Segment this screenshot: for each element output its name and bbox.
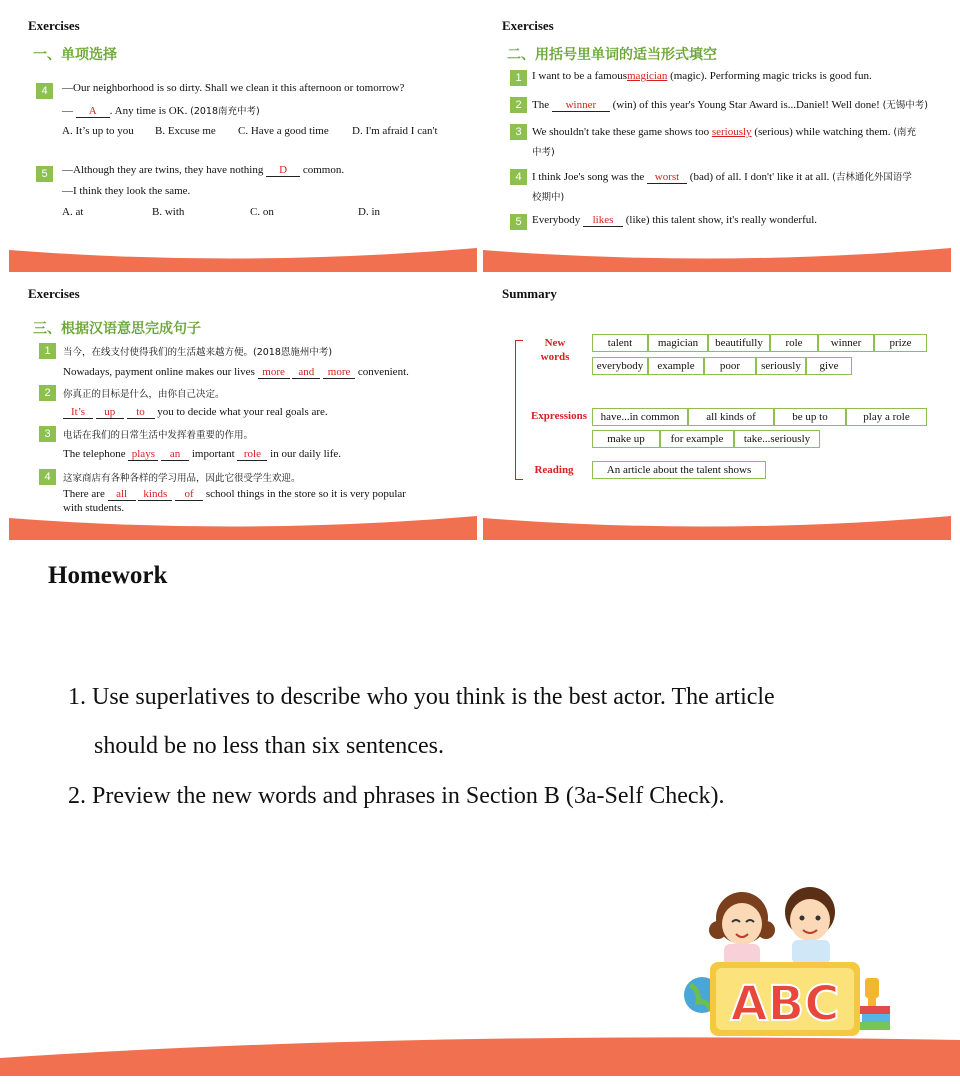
word-box: seriously <box>756 357 806 375</box>
source-note-cont: 中考) <box>532 147 555 158</box>
question-text: —Although they are twins, they have nothing D common. <box>62 164 345 176</box>
wave-decoration <box>9 510 477 540</box>
boy-face <box>790 899 830 941</box>
slide-exercises-translation <box>9 276 477 540</box>
item-number: 2 <box>39 385 56 401</box>
answer-text: and <box>298 366 315 378</box>
option-d: D. in <box>358 206 380 218</box>
question-number: 5 <box>36 166 53 182</box>
answer-text: role <box>243 448 261 460</box>
source-note: (无锡中考) <box>882 100 928 111</box>
homework-item-1-cont: should be no less than six sentences. <box>94 733 444 759</box>
expression-box: have...in common <box>592 408 688 426</box>
word-box: magician <box>648 334 708 352</box>
english-sentence: The telephone plays an important role in our daily life. <box>63 448 342 460</box>
answer-text: more <box>262 366 285 378</box>
bottom-wave-decoration <box>0 1020 960 1084</box>
answer-text: up <box>104 406 116 418</box>
wave-decoration <box>483 510 951 540</box>
expression-box: be up to <box>774 408 846 426</box>
homework-title: Homework <box>48 562 168 589</box>
word-box: role <box>770 334 818 352</box>
option-d: D. I'm afraid I can't <box>352 125 438 137</box>
answer-text: plays <box>131 448 155 460</box>
homework-item-2: 2. Preview the new words and phrases in Section B (3a-Self Check). <box>68 783 725 809</box>
reading-box: An article about the talent shows <box>592 461 766 479</box>
slide-summary <box>483 276 951 540</box>
expression-box: for example <box>660 430 734 448</box>
option-a: A. It’s up to you <box>62 125 134 137</box>
word-box: poor <box>704 357 756 375</box>
answer-text: an <box>169 448 181 460</box>
answer-text: seriously <box>711 126 752 138</box>
expression-box: all kinds of <box>688 408 774 426</box>
option-c: C. Have a good time <box>238 125 329 137</box>
question-answer-line <box>62 103 260 118</box>
fill-item: I think Joe's song was the worst (bad) of all. I don't' like it at all. (吉林通化外国语学 <box>532 171 912 183</box>
fill-item: Everybody likes (like) this talent show, it's really wonderful. <box>532 214 818 226</box>
word-box: example <box>648 357 704 375</box>
answer-blank <box>266 164 300 177</box>
question-number: 4 <box>36 83 53 99</box>
source-note: (南充 <box>893 127 917 138</box>
english-sentence-cont: with students. <box>63 502 125 514</box>
english-sentence: It’s up to you to decide what your real goals are. <box>63 406 328 419</box>
slide-title: Exercises <box>28 18 80 33</box>
summary-brace <box>515 340 523 480</box>
item-number: 1 <box>510 70 527 86</box>
kids-abc-illustration <box>680 870 895 1040</box>
question-text: —Our neighborhood is so dirty. Shall we clean it this afternoon or tomorrow? <box>62 82 405 94</box>
chinese-prompt: 电话在我们的日常生活中发挥着重要的作用。 <box>63 430 254 441</box>
word-box: prize <box>874 334 927 352</box>
answer-text: D <box>279 164 288 176</box>
slide-exercises-fill-in <box>483 8 951 272</box>
word-box: beautifully <box>708 334 770 352</box>
option-b: B. Excuse me <box>155 125 216 137</box>
slide-title: Exercises <box>502 18 554 33</box>
homework-item-1: 1. Use superlatives to describe who you think is the best actor. The article <box>68 684 775 710</box>
expressions-label: Expressions <box>530 410 588 422</box>
item-number: 4 <box>39 469 56 485</box>
answer-text: worst <box>654 171 680 183</box>
option-b: B. with <box>152 206 185 218</box>
fill-item: We shouldn't take these game shows too seriously (serious) while watching them. (南充 <box>532 126 917 138</box>
answer-rest: . Any time is OK. <box>109 105 188 117</box>
dash: — <box>62 105 73 117</box>
chinese-prompt: 你真正的目标是什么，由你自己决定。 <box>63 389 225 400</box>
chinese-prompt: 当今，在线支付使得我们的生活越来越方便。(2018恩施州中考) <box>63 347 333 358</box>
answer-text: winner <box>565 99 597 111</box>
answer-blank <box>552 99 610 112</box>
answer-blank <box>583 214 623 227</box>
answer-text: It’s <box>70 406 86 418</box>
word-box: everybody <box>592 357 648 375</box>
option-c: C. on <box>250 206 274 218</box>
answer-blank <box>76 105 110 118</box>
reading-label: Reading <box>534 464 574 476</box>
slide-title: Summary <box>502 286 557 301</box>
wave-decoration <box>483 242 951 272</box>
source-note: (吉林通化外国语学 <box>832 172 912 183</box>
item-number: 5 <box>510 214 527 230</box>
wave-decoration <box>9 242 477 272</box>
expression-box: play a role <box>846 408 927 426</box>
slide-title: Exercises <box>28 286 80 301</box>
item-number: 2 <box>510 97 527 113</box>
item-number: 4 <box>510 169 527 185</box>
english-sentence: There are all kinds of school things in the store so it is very popular <box>63 488 406 500</box>
source-note: (2018南充中考) <box>190 106 260 117</box>
word-box: talent <box>592 334 648 352</box>
section-title: 三、根据汉语意思完成句子 <box>33 321 201 337</box>
expression-box: make up <box>592 430 660 448</box>
answer-text: to <box>136 406 145 418</box>
expression-box: take...seriously <box>734 430 820 448</box>
section-title: 一、单项选择 <box>33 47 117 63</box>
abc-text: ABC <box>730 976 840 1032</box>
answer-text: all <box>116 488 128 500</box>
answer-text: kinds <box>143 488 168 500</box>
trophy-icon <box>865 978 879 998</box>
answer-text: magician <box>627 70 668 82</box>
answer-text: likes <box>592 214 614 226</box>
slide-exercises-multiple-choice <box>9 8 477 272</box>
answer-text: A <box>88 105 97 117</box>
section-title: 二、用括号里单词的适当形式填空 <box>507 47 717 63</box>
girl-face <box>722 903 762 945</box>
chinese-prompt: 这家商店有各种各样的学习用品，因此它很受学生欢迎。 <box>63 473 301 484</box>
item-number: 3 <box>39 426 56 442</box>
word-box: winner <box>818 334 874 352</box>
new-words-label: New words <box>540 337 570 363</box>
option-a: A. at <box>62 206 84 218</box>
books-icon <box>860 1006 890 1014</box>
fill-item: The winner (win) of this year's Young Star Award is...Daniel! Well done! (无锡中考) <box>532 99 928 111</box>
item-number: 1 <box>39 343 56 359</box>
answer-blank <box>647 171 687 184</box>
source-note-cont: 校期中) <box>532 192 565 203</box>
fill-item: I want to be a famousmagician (magic). Performing magic tricks is good fun. <box>532 70 872 82</box>
answer-text: more <box>327 366 351 378</box>
word-box: give <box>806 357 852 375</box>
question-reply: —I think they look the same. <box>62 185 191 197</box>
answer-text: of <box>184 488 194 500</box>
english-sentence: Nowadays, payment online makes our lives more and more convenient. <box>63 366 409 378</box>
item-number: 3 <box>510 124 527 140</box>
